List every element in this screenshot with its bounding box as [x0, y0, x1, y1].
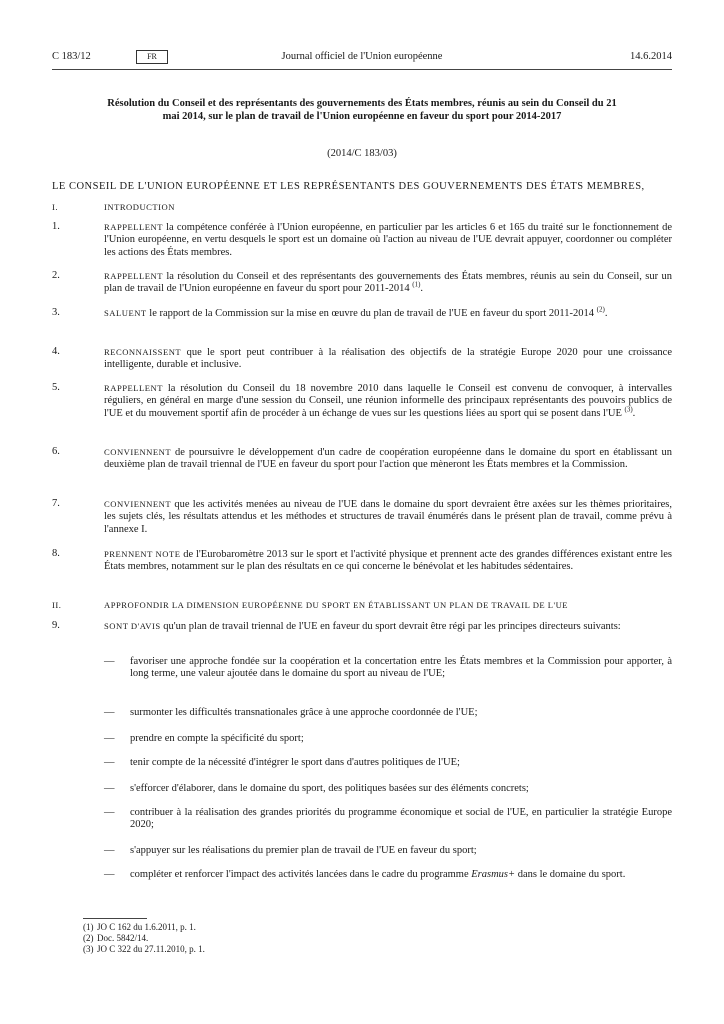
bullet-body: compléter et renforcer l'impact des activités lancées dans le cadre du programme	[130, 869, 469, 880]
item-verb: RAPPELLENT	[104, 222, 163, 232]
item-body: la compétence conférée à l'Union européenne, en particulier par les articles 6 et 165 du traité sur le fonctionnement de l'Union européenne, en vertu desquels le sport est un domaine où l'action au niveau de l'UE devrait appuyer, coordonner ou compléter les actions des États membres.	[104, 222, 673, 258]
item-body: le rapport de la Commission sur la mise en œuvre du plan de travail de l'UE en faveur du sport 2011-2014	[149, 308, 595, 319]
header-rule	[52, 69, 672, 70]
item-number: 1.	[52, 221, 60, 232]
bullet-text	[130, 869, 672, 881]
item-number: 3.	[52, 307, 60, 318]
bullet-dash: —	[104, 733, 115, 744]
item-number: 5.	[52, 382, 60, 393]
item-text	[104, 548, 672, 574]
footnote-mark: (3)	[83, 944, 94, 955]
item-text	[104, 270, 672, 296]
item-text	[104, 346, 672, 372]
bullet-dash: —	[104, 845, 115, 856]
bullet-dash: —	[104, 869, 115, 880]
preamble: LE CONSEIL DE L'UNION EUROPÉENNE ET LES REPRÉSENTANTS DES GOUVERNEMENTS DES ÉTATS MEMBRES,	[52, 181, 645, 192]
item-text	[104, 620, 672, 633]
section-number: II.	[52, 600, 62, 610]
bullet-dash: —	[104, 783, 115, 794]
item-body: que les activités menées au niveau de l'UE dans le domaine du sport devraient être axées sur les thèmes prioritaires, les sujets clés, les résultats attendus et les méthodes et structures de travail énumérés dans le présent plan de travail, comme prévu à l'annexe I.	[104, 499, 673, 535]
item-text	[104, 382, 672, 420]
item-text	[104, 446, 672, 472]
section-title: APPROFONDIR LA DIMENSION EUROPÉENNE DU SPORT EN ÉTABLISSANT UN PLAN DE TRAVAIL DE L'UE	[104, 600, 569, 610]
item-verb: CONVIENNENT	[104, 447, 172, 457]
item-verb: RECONNAISSENT	[104, 347, 182, 357]
footnote-text: Doc. 5842/14.	[97, 933, 149, 944]
item-number: 9.	[52, 620, 60, 631]
item-number: 6.	[52, 446, 60, 457]
item-verb: PRENNENT NOTE	[104, 549, 181, 559]
bullet-dash: —	[104, 807, 115, 818]
bullet-text: contribuer à la réalisation des grandes priorités du programme économique et social de l'UE, en particulier la stratégie Europe 2020;	[130, 807, 672, 831]
footnote	[83, 933, 583, 944]
item-text	[104, 307, 672, 320]
item-body: que le sport peut contribuer à la réalisation des objectifs de la stratégie Europe 2020 pour une croissance intelligente, durable et inclusive.	[104, 347, 672, 371]
item-verb: RAPPELLENT	[104, 383, 163, 393]
item-verb: SALUENT	[104, 308, 147, 318]
footnote-reference[interactable]: (3)	[624, 405, 633, 414]
document-reference: (2014/C 183/03)	[327, 148, 397, 159]
bullet-text: prendre en compte la spécificité du sport;	[130, 733, 304, 744]
footnote	[83, 944, 583, 955]
item-body: qu'un plan de travail triennal de l'UE en faveur du sport devrait être régi par les principes directeurs suivants:	[163, 621, 621, 632]
item-number: 7.	[52, 498, 60, 509]
item-body: de poursuivre le développement d'un cadre de coopération européenne dans le domaine du sport en établissant un deuxième plan de travail triennal de l'UE en faveur du sport pour l'action que mèneront les États membres et la Commission.	[104, 447, 672, 471]
item-number: 2.	[52, 270, 60, 281]
bullet-text: tenir compte de la nécessité d'intégrer le sport dans d'autres politiques de l'UE;	[130, 757, 460, 768]
page-header	[52, 50, 672, 64]
item-text	[104, 221, 672, 259]
item-end: .	[632, 407, 636, 419]
item-number: 8.	[52, 548, 60, 559]
footnote-rule	[83, 918, 147, 919]
bullet-text: s'appuyer sur les réalisations du premier plan de travail de l'UE en faveur du sport;	[130, 845, 477, 856]
publication-date: 14.6.2014	[630, 51, 672, 62]
footnote-reference[interactable]: (1)	[412, 280, 421, 289]
item-verb: CONVIENNENT	[104, 499, 172, 509]
item-number: 4.	[52, 346, 60, 357]
item-body: la résolution du Conseil du 18 novembre 2010 dans laquelle le Conseil est convenu de convoquer, à intervalles réguliers, en général en marge d'une session du Conseil, une réunion informelle des principaux représentants des pouvoirs publics de l'UE et du mouvement sportif afin de procéder à un échange de vues sur les questions liées au sport qui se posent dans l'UE	[104, 383, 673, 419]
footnote-text: JO C 322 du 27.11.2010, p. 1.	[97, 944, 205, 955]
bullet-dash: —	[104, 656, 115, 667]
footnote-text: JO C 162 du 1.6.2011, p. 1.	[97, 922, 196, 932]
section-number: I.	[52, 202, 59, 212]
document-title: Résolution du Conseil et des représentants des gouvernements des États membres, réunis au sein du Conseil du 21 mai 2014, sur le plan de travail de l'Union européenne en faveur du sport pour 2014-2017	[107, 98, 617, 122]
footnote-mark: (2)	[83, 933, 94, 944]
journal-reference: C 183/12	[52, 51, 91, 62]
bullet-text: s'efforcer d'élaborer, dans le domaine du sport, des politiques basées sur des éléments concrets;	[130, 783, 529, 794]
bullet-text: favoriser une approche fondée sur la coopération et la concertation entre les États membres et la Commission pour apporter, à long terme, une valeur ajoutée dans le domaine du sport au niveau de l'UE;	[130, 656, 672, 680]
footnote-reference[interactable]: (2)	[596, 305, 605, 314]
item-text	[104, 498, 672, 536]
bullet-text: surmonter les difficultés transnationales grâce à une approche coordonnée de l'UE;	[130, 707, 478, 718]
bullet-dash: —	[104, 707, 115, 718]
journal-title: Journal officiel de l'Union européenne	[281, 51, 443, 62]
item-body: la résolution du Conseil et des représentants des gouvernements des États membres, réunis au sein du Conseil, sur un plan de travail de l'Union européenne en faveur du sport pour 2011-2014	[104, 271, 672, 295]
bullet-end: dans le domaine du sport.	[517, 869, 626, 880]
item-end: .	[604, 308, 608, 319]
section-title: INTRODUCTION	[104, 202, 175, 212]
footnote-mark: (1)	[83, 922, 94, 932]
bullet-dash: —	[104, 757, 115, 768]
footnotes	[83, 922, 583, 956]
language-badge: FR	[136, 50, 168, 64]
item-verb: RAPPELLENT	[104, 271, 163, 281]
item-verb: SONT D'AVIS	[104, 621, 161, 631]
footnote	[83, 922, 583, 933]
item-body: de l'Eurobaromètre 2013 sur le sport et l'activité physique et prennent acte des grandes différences existant entre les États membres, notamment sur le plan des résultats en ce qui concerne le bénévolat et les habitudes sédentaires.	[104, 549, 672, 573]
programme-name: Erasmus+	[471, 869, 516, 880]
item-end: .	[420, 283, 424, 295]
